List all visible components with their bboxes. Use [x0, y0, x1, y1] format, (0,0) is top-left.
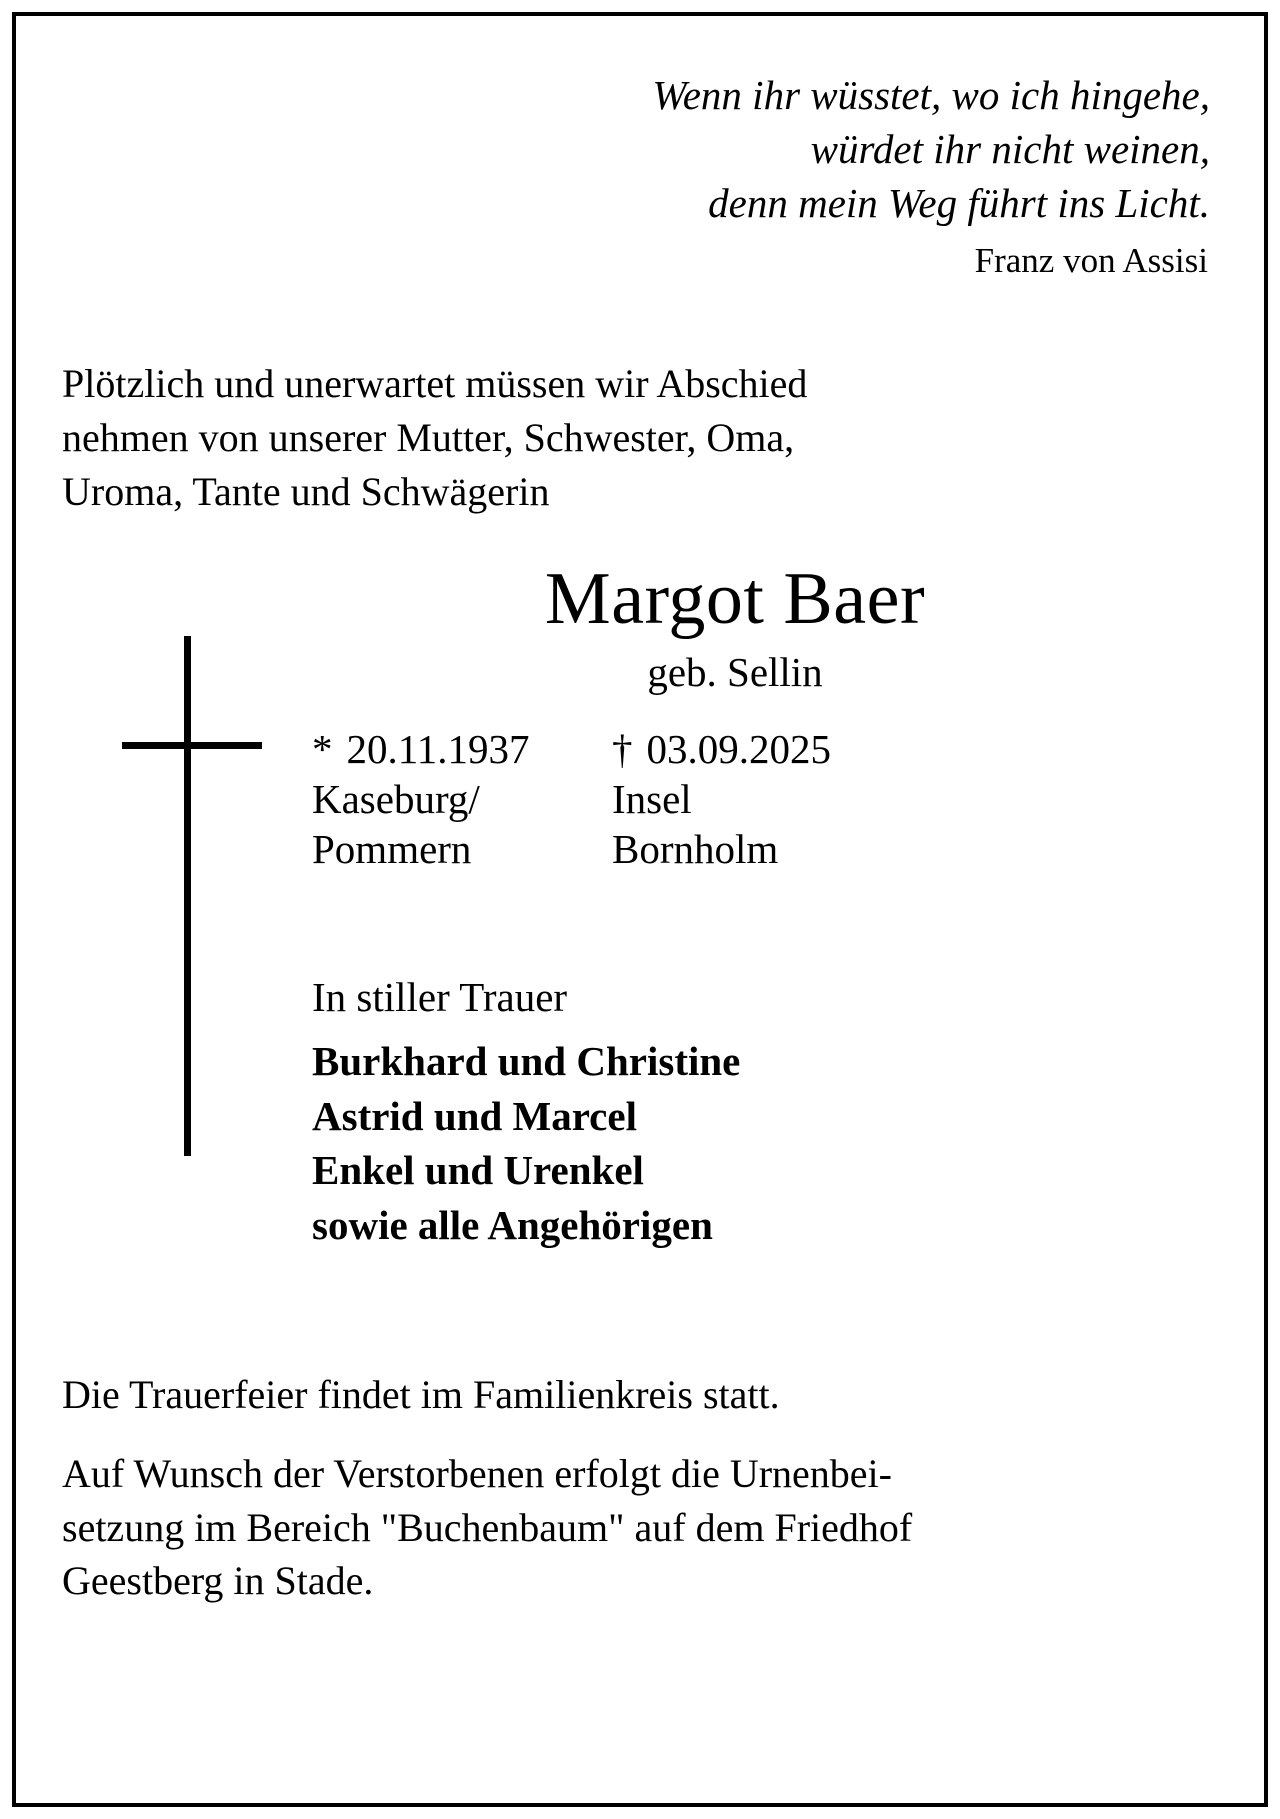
birth-symbol-icon: * — [312, 725, 333, 772]
deceased-name: Margot Baer — [544, 557, 926, 640]
life-dates — [312, 724, 1218, 874]
death-place-line-2: Bornholm — [612, 825, 779, 872]
quote-author: Franz von Assisi — [974, 241, 1208, 281]
cross-horizontal-bar — [122, 742, 262, 749]
burial-note-line-1: Auf Wunsch der Verstorbenen erfolgt die Urnenbei- — [62, 1451, 892, 1497]
intro-text — [62, 357, 1218, 520]
death-date-row — [612, 724, 831, 774]
intro-line-3: Uroma, Tante und Schwägerin — [62, 469, 550, 515]
family-line: sowie alle Angehörigen — [312, 1201, 713, 1248]
family-line: Burkhard und Christine — [312, 1038, 741, 1085]
quote-line-2: würdet ihr nicht weinen, — [810, 126, 1210, 173]
mourning-lead: In stiller Trauer — [312, 973, 568, 1020]
death-info — [612, 724, 831, 874]
quote-line-3: denn mein Weg führt ins Licht. — [708, 180, 1210, 227]
main-block — [62, 557, 1218, 1300]
birth-date: 20.11.1937 — [346, 725, 530, 772]
deceased-details — [312, 557, 1218, 1253]
family-line: Astrid und Marcel — [312, 1092, 637, 1139]
deceased-maiden-name: geb. Sellin — [647, 648, 823, 695]
ceremony-note — [62, 1368, 1218, 1422]
birth-date-row — [312, 724, 612, 774]
footer-block — [62, 1368, 1218, 1608]
ceremony-note-line-1: Die Trauerfeier findet im Familienkreis statt. — [62, 1371, 780, 1417]
intro-line-2: nehmen von unserer Mutter, Schwester, Oma, — [62, 414, 795, 460]
death-place-line-1: Insel — [612, 775, 692, 822]
quote-block — [62, 46, 1218, 285]
birth-place-line-2: Pommern — [312, 825, 472, 872]
burial-note-line-3: Geestberg in Stade. — [62, 1558, 374, 1604]
burial-note-line-2: setzung im Bereich "Buchenbaum" auf dem Friedhof — [62, 1504, 913, 1550]
intro-line-1: Plötzlich und unerwartet müssen wir Abschied — [62, 360, 808, 406]
burial-note — [62, 1447, 1218, 1608]
cross-dagger-icon: † — [612, 725, 633, 772]
birth-info — [312, 724, 612, 874]
birth-place-line-1: Kaseburg/ — [312, 775, 480, 822]
quote-line-1: Wenn ihr wüsstet, wo ich hingehe, — [652, 72, 1210, 118]
death-date: 03.09.2025 — [646, 725, 831, 772]
cross-vertical-bar — [184, 636, 191, 1156]
mourning-block — [312, 970, 1218, 1253]
family-line: Enkel und Urenkel — [312, 1147, 644, 1194]
cross-icon — [122, 636, 262, 1156]
notice-frame — [12, 12, 1268, 1807]
